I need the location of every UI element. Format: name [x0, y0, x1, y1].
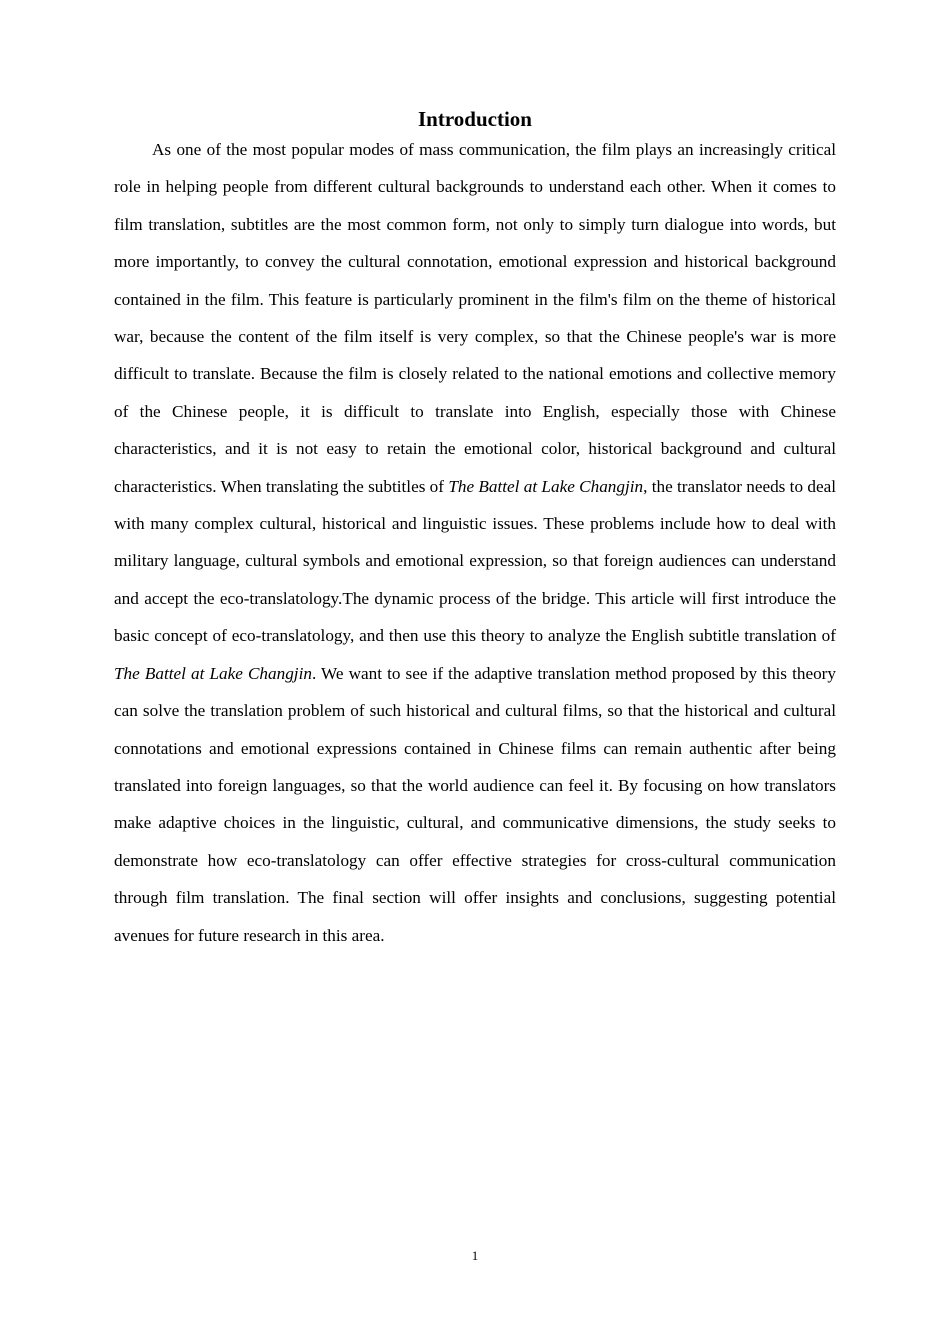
section-title: Introduction [418, 107, 532, 131]
introduction-paragraph [114, 131, 836, 954]
paragraph-text-part-3: . We want to see if the adaptive translation method proposed by this theory can solve the translation problem of such historical and cultural films, so that the historical and cultural connotations and emotional expressions contained in Chinese films can remain authentic after being translated into foreign languages, so that the world audience can feel it. By focusing on how translators make adaptive choices in the linguistic, cultural, and communicative dimensions, the study seeks to demonstrate how eco-translatology can offer effective strategies for cross-cultural communication through film translation. The final section will offer insights and conclusions, suggesting potential avenues for future research in this area. [114, 663, 836, 945]
page-number: 1 [471, 1248, 479, 1263]
film-title-italic: The Battel at Lake Changjin [448, 476, 644, 496]
paragraph-text-part-2: , the translator needs to deal with many complex cultural, historical and linguistic issues. These problems include how to deal with military language, cultural symbols and emotional expression, so that foreign audiences can understand and accept the eco-translatology.The dynamic process of the bridge. This article will first introduce the basic concept of eco-translatology, and then use this theory to analyze the English subtitle translation of [114, 476, 836, 646]
film-title-italic: The Battel at Lake Changjin [114, 663, 312, 683]
paragraph-text-part-1: As one of the most popular modes of mass communication, the film plays an increasingly critical role in helping people from different cultural backgrounds to understand each other. When it comes to film translation, subtitles are the most common form, not only to simply turn dialogue into words, but more importantly, to convey the cultural connotation, emotional expression and historical background contained in the film. This feature is particularly prominent in the film's film on the theme of historical war, because the content of the film itself is very complex, so that the Chinese people's war is more difficult to translate. Because the film is closely related to the national emotions and collective memory of the Chinese people, it is difficult to translate into English, especially those with Chinese characteristics, and it is not easy to retain the emotional color, historical background and cultural characteristics. When translating the subtitles of [114, 140, 836, 496]
